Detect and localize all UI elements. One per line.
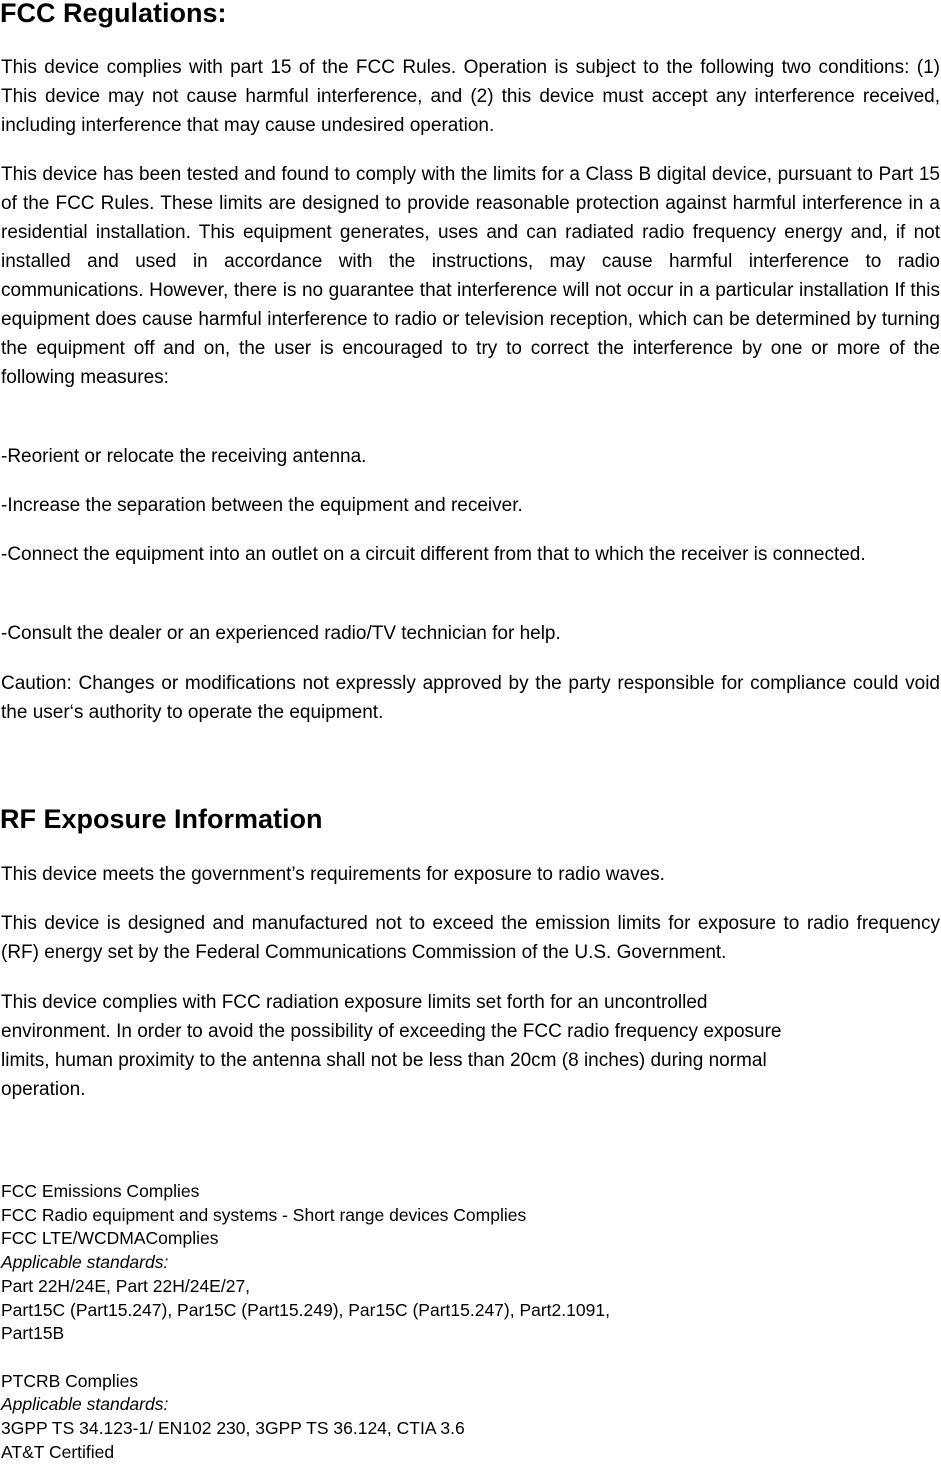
rf-emission-limits-paragraph: This device is designed and manufactured not to exceed the emission limits for exposure to radio frequency (RF) energy set by the Federal Communications Commission of the U.S. Government. (1, 913, 940, 963)
measure-connect-outlet: -Connect the equipment into an outlet on a circuit different from that to which the receiver is connected. (1, 544, 866, 565)
fcc-regulations-title: FCC Regulations: (0, 0, 227, 28)
compliance-line: FCC LTE/WCDMAComplies (1, 1228, 219, 1249)
measure-increase-separation: -Increase the separation between the equipment and receiver. (1, 495, 523, 516)
compliance-spacer (1, 1346, 901, 1370)
compliance-line: 3GPP TS 34.123-1/ EN102 230, 3GPP TS 36.124, CTIA 3.6 (1, 1418, 465, 1439)
compliance-line: FCC Emissions Complies (1, 1181, 200, 1201)
applicable-standards-label: Applicable standards: (1, 1252, 169, 1273)
rf-exposure-title: RF Exposure Information (0, 804, 323, 834)
caution-paragraph: Caution: Changes or modifications not expressly approved by the party responsible for compliance could void the user‘s authority to operate the equipment. (1, 673, 940, 723)
rf-exposure-line: environment. In order to avoid the possibility of exceeding the FCC radio frequency exposure (1, 1021, 782, 1042)
compliance-line: Part15C (Part15.247), Par15C (Part15.249), Par15C (Part15.247), Part2.1091, (1, 1299, 610, 1320)
compliance-line: Part15B (1, 1323, 65, 1344)
rf-exposure-line: operation. (1, 1079, 86, 1100)
measure-reorient: -Reorient or relocate the receiving antenna. (1, 446, 367, 467)
compliance-line: PTCRB Complies (1, 1370, 139, 1391)
compliance-line: AT&T Certified (1, 1441, 115, 1462)
fcc-compliance-paragraph: This device complies with part 15 of the FCC Rules. Operation is subject to the following two conditions: (1) This device may not cause harmful interference, and (2) this device must accept any interference received, including interference that may cause undesired operation. (1, 57, 940, 136)
rf-exposure-line: This device complies with FCC radiation exposure limits set forth for an uncontrolled (1, 992, 708, 1013)
rf-requirements-paragraph: This device meets the government’s requirements for exposure to radio waves. (1, 864, 665, 885)
measure-consult-dealer: -Consult the dealer or an experienced radio/TV technician for help. (1, 623, 561, 644)
rf-exposure-limits-paragraph (1, 988, 940, 1104)
compliance-line: FCC Radio equipment and systems - Short range devices Complies (1, 1204, 527, 1225)
rf-exposure-line: limits, human proximity to the antenna shall not be less than 20cm (8 inches) during normal (1, 1050, 767, 1071)
compliance-line: Part 22H/24E, Part 22H/24E/27, (1, 1275, 251, 1296)
fcc-class-b-paragraph: This device has been tested and found to comply with the limits for a Class B digital device, pursuant to Part 15 of the FCC Rules. These limits are designed to provide reasonable protection against harmful interference in a residential installation. This equipment generates, uses and can radiated radio frequency energy and, if not installed and used in accordance with the instructions, may cause harmful interference to radio communications. However, there is no guarantee that interference will not occur in a particular installation If this equipment does cause harmful interference to radio or television reception, which can be determined by turning the equipment off and on, the user is encouraged to try to correct the interference by one or more of the following measures: (1, 164, 940, 388)
applicable-standards-label: Applicable standards: (1, 1394, 169, 1415)
compliance-list (1, 1180, 901, 1464)
